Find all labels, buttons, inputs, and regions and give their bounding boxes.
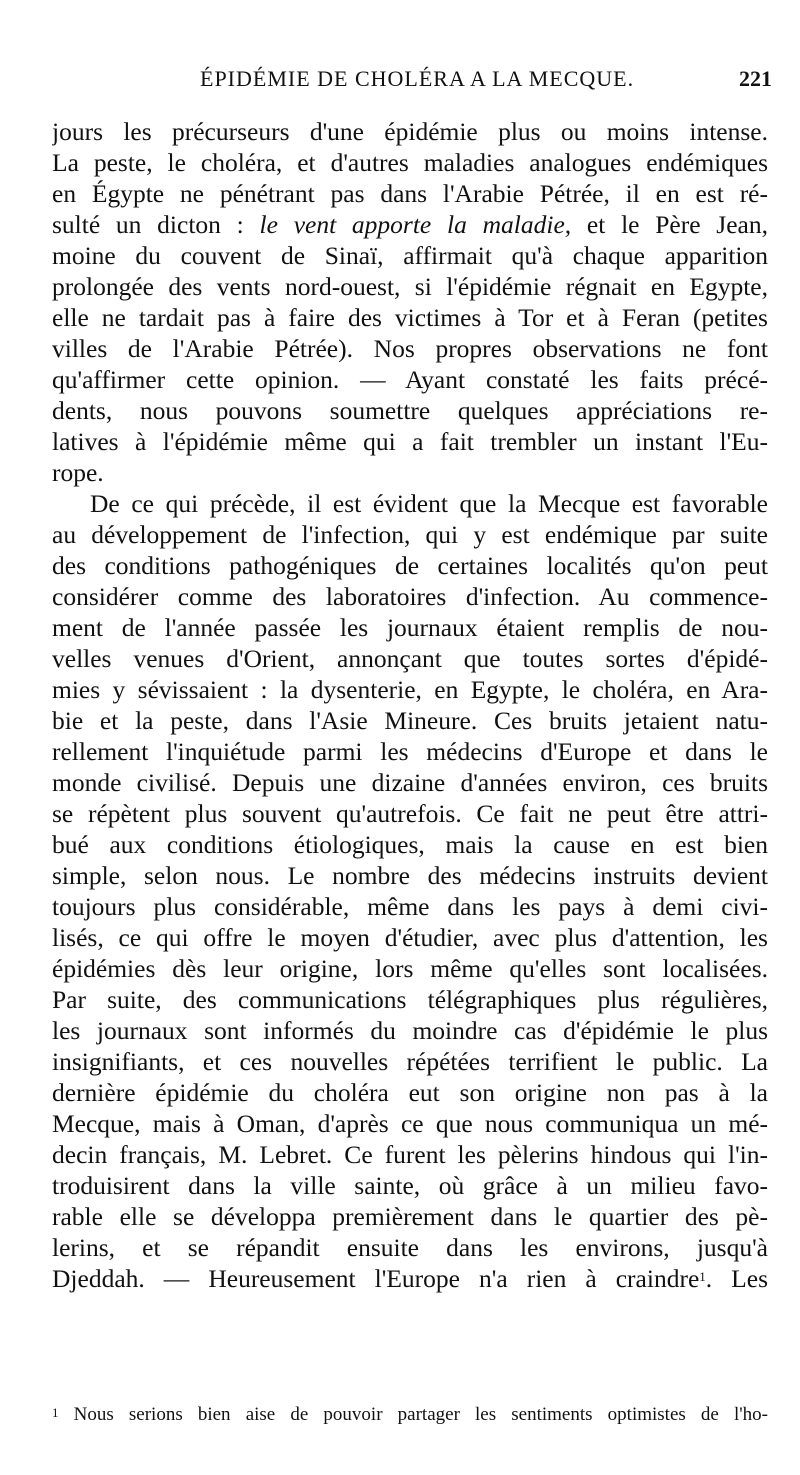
text-line: decin français, M. Lebret. Ce furent les pèlerins hindous qui l'in- [52,1140,768,1169]
text-line: La peste, le choléra, et d'autres maladies analogues endémiques [52,148,768,177]
text-line: Par suite, des communications télégraphiques plus régulières, [52,985,768,1014]
text-line: en Égypte ne pénétrant pas dans l'Arabie Pétrée, il en est ré- [52,179,768,208]
text-line: prolongée des vents nord-ouest, si l'épidémie régnait en Egypte, [52,272,768,301]
text-line: bie et la peste, dans l'Asie Mineure. Ces bruits jetaient natu- [52,706,768,735]
text-line: elle ne tardait pas à faire des victimes à Tor et à Feran (petites [52,303,768,332]
footnote [52,1403,768,1427]
running-title: ÉPIDÉMIE DE CHOLÉRA A LA MECQUE. [200,66,635,91]
text-line: troduisirent dans la ville sainte, où grâce à un milieu favo- [52,1171,768,1200]
text-line: villes de l'Arabie Pétrée). Nos propres observations ne font [52,334,768,363]
page-header [52,66,772,96]
text-line: se répètent plus souvent qu'autrefois. Ce fait ne peut être attri- [52,799,768,828]
text-line: qu'affirmer cette opinion. — Ayant constaté les faits précé- [52,365,768,394]
text-line: bué aux conditions étiologiques, mais la cause en est bien [52,830,768,859]
text-line: velles venues d'Orient, annonçant que toutes sortes d'épidé- [52,644,768,673]
page-number: 221 [739,66,772,91]
text-line: rope. [52,458,104,487]
text-line: au développement de l'infection, qui y est endémique par suite [52,520,768,549]
text-line [52,209,768,240]
text-line: mies y sévissaient : la dysenterie, en Egypte, le choléra, en Ara- [52,675,768,704]
text-line: ment de l'année passée les journaux étaient remplis de nou- [52,613,768,642]
text-line: lisés, ce qui offre le moyen d'étudier, avec plus d'attention, les [52,923,768,952]
text-line: dents, nous pouvons soumettre quelques appréciations re- [52,396,768,425]
footnote-marker: 1 [52,1405,59,1420]
paragraph-start-line: De ce qui précède, il est évident que la Mecque est favorable [90,489,768,518]
text-line: lerins, et se répandit ensuite dans les environs, jusqu'à [52,1233,768,1262]
text-line: rellement l'inquiétude parmi les médecins d'Europe et dans le [52,737,768,766]
footnote-text: Nous serions bien aise de pouvoir partager les sentiments optimistes de l'ho- [73,1404,768,1425]
text-span: sulté un dicton : [52,210,244,239]
text-line: des conditions pathogéniques de certaines localités qu'on peut [52,551,768,580]
text-line: insignifiants, et ces nouvelles répétées terrifient le public. La [52,1047,768,1076]
text-line: simple, selon nous. Le nombre des médecins instruits devient [52,861,768,890]
text-line: dernière épidémie du choléra eut son origine non pas à la [52,1078,768,1107]
text-line: jours les précurseurs d'une épidémie plus ou moins intense. [52,117,768,146]
italic-phrase: le vent apporte la maladie, [259,210,572,239]
text-line: latives à l'épidémie même qui a fait trembler un instant l'Eu- [52,427,768,456]
text-line: les journaux sont informés du moindre cas d'épidémie le plus [52,1016,768,1045]
text-line: toujours plus considérable, même dans les pays à demi civi- [52,892,768,921]
text-line: Mecque, mais à Oman, d'après ce que nous communiqua un mé- [52,1109,768,1138]
text-line: considérer comme des laboratoires d'infection. Au commence- [52,582,768,611]
text-line [52,1263,768,1294]
text-line: épidémies dès leur origine, lors même qu'elles sont localisées. [52,954,768,983]
text-span: . Les [705,1264,768,1293]
text-line: moine du couvent de Sinaï, affirmait qu'à chaque apparition [52,241,768,270]
text-span: Djeddah. — Heureusement l'Europe n'a rien à craindre [52,1264,700,1293]
footnote-reference: 1 [699,1269,706,1284]
text-span: et le Père Jean, [586,210,768,239]
text-line: monde civilisé. Depuis une dizaine d'années environ, ces bruits [52,768,768,797]
text-line: rable elle se développa premièrement dans le quartier des pè- [52,1202,768,1231]
